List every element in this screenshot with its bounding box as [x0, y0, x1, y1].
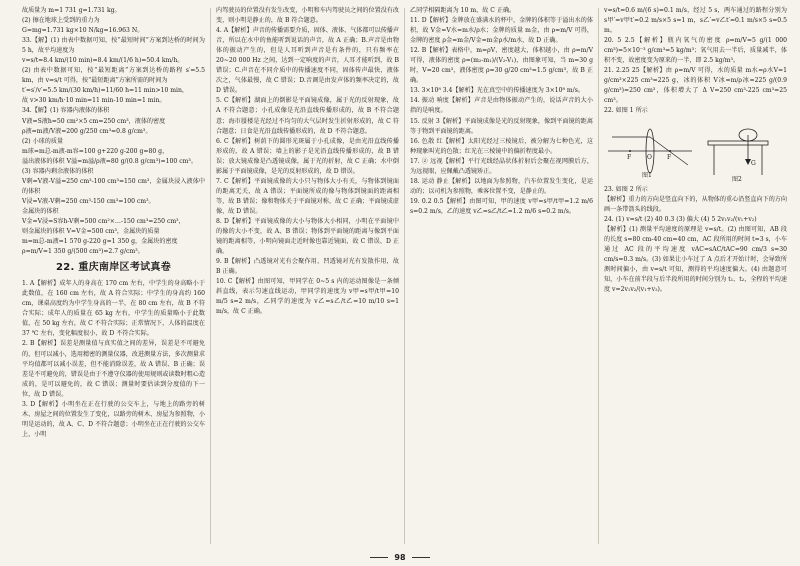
answer-paragraph: 24. (1) v=s/t (2) 40 0.3 (3) 偏大 (4) 5 2v₁v₂/(v₁+v₂) [604, 215, 757, 223]
answer-paragraph: 22. 如图 1 所示 [604, 107, 648, 115]
answer-paragraph: 20. 5 2.5【解析】瓶内氧气的密度 ρ=m/V=5 g/(1 000 cm³)=5×10⁻³ g/cm³=5 kg/m³；氧气用去一半后，质量减半，体积不变，故密度变为原来的一半，即 2.5 kg/m³。 [604, 37, 787, 65]
answer-paragraph: 21. 2.25 25【解析】由 ρ=m/V 可得，水的质量 m水=ρ水V=1 g/cm³×225 cm³=225 g，冰的体积 V冰=m/ρ冰=225 g/(0.9 g/cm³)=250 cm³，体积增大了 Δ V=250 cm³-225 cm³=25 cm³。 [604, 67, 787, 105]
answer-paragraph: 4. A【解析】声音的传播需要介质，固体、液体、气体都可以传播声音，所以在水中的鱼能听到说话的声音，故 A 正确；B.声音是由物体的振动产生的，但是人耳听到声音是有条件的，只有频率在 20~20 000 Hz 之间，达到一定响度的声音，人耳才能听到，故 B 错误；C.声音在不同介质中的传播速度不同，固体传声最快，液体次之，气体最慢，故 C 错误；D.音调是由发声体的频率决定的，故 D 错误。 [216, 27, 399, 95]
column-divider [598, 8, 599, 544]
answer-paragraph: V剩=V液-V溢=250 cm³-100 cm³=150 cm³，金属块浸入液体中的体积 [22, 177, 205, 195]
answer-paragraph: 溢出液体的体积 V溢=m溢/ρ液=80 g/(0.8 g/cm³)=100 cm³。 [22, 157, 197, 165]
answer-paragraph: 17. ② 远视【解析】平行光线经晶状体折射后会聚在视网膜后方，为远视眼，应佩戴凸透镜矫正。 [410, 157, 593, 175]
column-1 [22, 6, 205, 546]
answer-paragraph: 7. C【解析】平面镜成像的大小只与物体大小有关，与物体到镜面的距离无关，故 A 错误；平面镜所成的像与物体到镜面的距离相等，故 B 错误；像和物体关于平面镜对称，故 C 正确；平面镜成虚像，故 D 错误。 [216, 177, 399, 215]
figure-label-o: O [647, 153, 652, 161]
column-4 [604, 6, 787, 546]
column-divider [404, 8, 405, 544]
answer-paragraph: v=s/t=0.6 m/(6 s)=0.1 m/s，经过 5 s，两车通过的路程分别为 s甲′=v甲t′=0.2 m/s×5 s=1 m，s乙′=v乙t′=0.1 m/s×5 s=0.5 m。 [604, 7, 787, 35]
answer-paragraph: 则金属块的体积 V=V金=500 cm³，金属块的质量 [22, 228, 160, 236]
answer-paragraph: 故 v>30 km/h·10 min=11 min-10 min=1 min。 [22, 97, 166, 105]
figure-label-g: G [751, 159, 756, 167]
answer-paragraph: V液=S液h=50 cm²×5 cm=250 cm³，液体的密度 [22, 117, 166, 125]
answer-paragraph: V浸=V液-V剩=250 cm³-150 cm³=100 cm³。 [22, 197, 155, 205]
answer-paragraph: 12. B【解析】表格中，m=ρV，密度越大，体积越小，由 ρ=m/V 可得，液体的密度 ρ=(m₂-m₁)/(V₂-V₁)，由图象可知，当 m=30 g 时，V=20 cm³，液体密度 ρ=30 g/20 cm³=1.5 g/cm³，故 B 正确。 [410, 47, 593, 85]
answer-paragraph: 3. D【解析】小明坐在正在行驶的公交车上，与地上的路旁的树木、房屋之间的位置发生了变化，以路旁的树木、房屋为参照物，小明是运动的，故 A、C、D 不符合题意；小明坐在正在行驶的公交车上，小明 [22, 400, 205, 438]
answer-paragraph: 1. A【解析】成年人的身高在 170 cm 左右，中学生的身高略小于此数值，在 160 cm 左右，故 A 符合实际；中学生的身高约 160 cm，课桌高度约为中学生身高的一半，在 80 cm 左右，故 B 不符合实际；成年人的质量在 65 kg 左右，中学生的质量略小于此数值，在 50 kg 左右，故 C 不符合实际；正常情况下，人体的温度在 37 ℃ 左右，变化幅度很小，故 D 不符合实际。 [22, 280, 205, 338]
answer-paragraph: G=mg=1.731 kg×10 N/kg=16.963 N。 [22, 27, 144, 35]
answer-paragraph: 5. C【解析】湖面上的倒影是平面镜成像，属于光的反射现象，故 A 不符合题意；小孔成像是光沿直线传播形成的，故 B 不符合题意；海市蜃楼是光经过不均匀的大气层时发生折射形成的，故 C 符合题意；日食是光沿直线传播形成的，故 D 不符合题意。 [216, 97, 399, 135]
answer-paragraph: 故质量为 m=1 731 g=1.731 kg。 [22, 7, 121, 14]
answer-paragraph: t′=s′/v′=5.5 km/(30 km/h)=11/60 h=11 min>10 min， [22, 87, 189, 95]
answer-paragraph: (2) 擦在地球上受到的重力为 [22, 17, 100, 25]
column-2 [216, 6, 399, 546]
section-title: 22. 重庆南岸区考试真卷 [55, 262, 172, 274]
answer-paragraph: v=s/t=8.4 km/(10 min)=8.4 km/(1/6 h)=50.4 km/h。 [22, 57, 184, 65]
answer-paragraph: 23. 如图 2 所示 [604, 185, 648, 193]
answer-paragraph: 乙同学相隔距离为 10 m，故 C 正确。 [410, 7, 516, 14]
answer-paragraph: (2) 小球的质量 [22, 137, 64, 145]
answer-paragraph: 8. D【解析】平面镜成像的大小与物体大小相同，小明在平面镜中的像的大小不变，故 A、B 错误；物体到平面镜的距离与像到平面镜的距离相等，小明向镜面走近时像也靠近镜面，故 C 错误、D 正确。 [216, 217, 399, 256]
column-divider [210, 8, 211, 544]
answer-paragraph: ρ液=m液/V液=200 g/250 cm³=0.8 g/cm³。 [22, 127, 152, 135]
answer-paragraph: 2. B【解析】误差是测量值与真实值之间的差异，误差是不可避免的，但可以减小，选用精密的测量仪器，改进测量方法，多次测量求平均值都可以减小误差，但不能消除误差，故 A 错误、B 正确；误差是不可避免的，错误是由于不遵守仪器的使用规则或读数时粗心造成的，是可以避免的，故 C 错误；测量时要估读到分度值的下一位，故 D 错误。 [22, 340, 205, 398]
answer-paragraph: (2) 由表中数据可知，按“最短距离”方案到达桥的路程 s′=5.5 km，由 v=s/t 可得，按“最短距离”方案所需的时间为 [22, 67, 205, 85]
lens-diagram [604, 119, 787, 183]
answer-paragraph: ρ=m/V=1 350 g/(500 cm³)=2.7 g/cm³。 [22, 248, 144, 256]
answer-paragraph: 18. 运动 静止【解析】以地面为参照物，汽车位置发生变化，是运动的；以司机为参照物，乘客位置不变，是静止的。 [410, 177, 593, 195]
answer-paragraph: 6. C【解析】树荫下的圆形光斑属于小孔成像，是由光沿直线传播形成的，故 A 错误；墙上的影子是光沿直线传播形成的，故 B 错误；放大镜成像是凸透镜成像，属于光的折射，故 C 正确；水中倒影属于平面镜成像，是光的反射形成的，故 D 错误。 [216, 137, 399, 175]
figure-label-fig1: 图1 [642, 171, 652, 179]
answer-paragraph: 9. B【解析】凸透镜对光有会聚作用，凹透镜对光有发散作用，故 B 正确。 [216, 258, 399, 276]
figure-label-f_left: F [627, 153, 632, 161]
page-number: 98 [394, 553, 406, 562]
answer-paragraph: m=m总-m液=1 570 g-220 g=1 350 g，金属块的密度 [22, 238, 178, 246]
answer-paragraph: 19. 0.2 0.5【解析】由图可知，甲的速度 v甲=s甲/t甲=1.2 m/6 s=0.2 m/s，乙的速度 v乙=s乙/t乙=1.2 m/6 s=0.2 m/s。 [410, 197, 593, 215]
answer-paragraph: 14. 振动 响度【解析】声音是由物体振动产生的，说话声音的大小指的是响度。 [410, 97, 593, 115]
answer-paragraph: 33.【解】(1) 由表中数据可知，按“最短时间”方案到达桥的时间为 5 h，故平均速度为 [22, 37, 205, 55]
answer-paragraph: (3) 容器内剩余液体的体积 [22, 167, 94, 175]
column-3 [410, 6, 593, 546]
answer-paragraph: V金=V浸=S容h-V剩=500 cm²×…-150 cm³=250 cm³， [22, 217, 185, 225]
answer-paragraph: 内驾驶员的位置没有发生改变，小明和车内驾驶员之间的位置没有改变，则小明是静止的，故 B 符合题意。 [216, 7, 399, 25]
answer-paragraph: 10. C【解析】由图可知，甲同学在 0~5 s 内的运动图像是一条倾斜直线，表示匀速直线运动，甲同学的速度为 v甲=s甲/t甲=10 m/5 s=2 m/s，乙同学的速度为 v乙=s乙/t乙=10 m/10 s=1 m/s，故 C 正确。 [216, 278, 399, 316]
page-footer [0, 553, 800, 562]
answer-paragraph: 13. 3×10⁸ 3.4【解析】光在真空中的传播速度为 3×10⁸ m/s。 [410, 87, 584, 95]
answer-paragraph: 金属块的体积 [22, 207, 59, 215]
answer-paragraph: 34.【解】(1) 容器内液体的体积 [22, 107, 110, 115]
figure-label-f_right: F [667, 153, 672, 161]
answer-paragraph: 【解析】重力的方向是竖直向下的，从物体的重心沿竖直向下的方向画一条带箭头的线段。 [604, 195, 787, 213]
answer-paragraph: 15. 反射 3【解析】平面镜成像是光的反射现象，像到平面镜的距离等于物到平面镜的距离。 [410, 117, 593, 135]
answer-paragraph: 【解析】(1) 测量平均速度的原理是 v=s/t。(2) 由图可知，AB 段的长度 s=80 cm-40 cm=40 cm，AC 段所用的时间 t=3 s，小车通过 AC 段的平均速度 vAC=sAC/tAC=90 cm/3 s=30 cm/s=0.3 m/s。(3) 如果让小车过了 A 点后才开始计时，会导致所测时间偏小，由 v=s/t 可知，测得的平均速度偏大。(4) 由题意可知，小车在前半段与后半段所用的时间分别为 t₁、t₂，全程的平均速度 v=2v₁v₂/(v₁+v₂)。 [604, 225, 787, 293]
figure-light-path [604, 119, 787, 183]
figure-label-fig2: 图2 [732, 175, 742, 183]
answer-paragraph: m球=m总-m液-m容=100 g+220 g-200 g=80 g， [22, 147, 169, 155]
answer-paragraph: 11. D【解析】金牌放在盛满水的杯中，金牌的体积等于溢出水的体积，故 V金=V水=m水/ρ水；金牌的质量 m金，由 ρ=m/V 可得，金牌的密度 ρ金=m金/V金=m金ρ水/m水，故 D 正确。 [410, 17, 593, 45]
answer-paragraph: 16. 色散 红【解析】太阳光经过三棱镜后，被分解为七种色光，这种现象叫光的色散；红光在三棱镜中的偏折程度最小。 [410, 137, 593, 155]
